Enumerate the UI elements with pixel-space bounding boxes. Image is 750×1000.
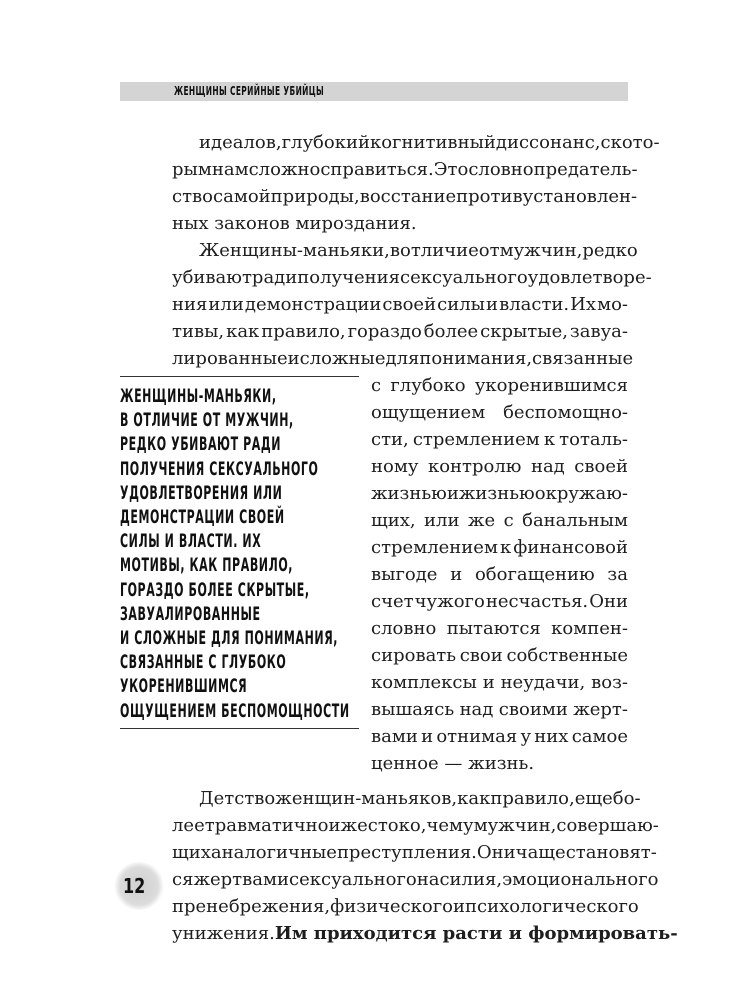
pull-quote-line: УДОВЛЕТВОРЕНИЯ ИЛИ xyxy=(120,481,283,504)
text-line: счет чужого несчастья. Они xyxy=(371,591,628,612)
pull-quote-line: СВЯЗАННЫЕ С ГЛУБОКО xyxy=(120,651,287,674)
text-line: ния или демонстрации своей силы и власти. Их мо- xyxy=(172,294,628,315)
pull-quote-line: УКОРЕНИВШИМСЯ xyxy=(120,675,248,698)
text-line: пренебрежения, физического и психологического xyxy=(172,896,639,917)
text-line: ощущением беспомощно- xyxy=(371,402,628,423)
pull-quote-bottom-rule xyxy=(120,728,359,729)
text-line: убивают ради получения сексуального удовлетворе- xyxy=(172,267,652,288)
pull-quote-line: ГОРАЗДО БОЛЕЕ СКРЫТЫЕ, xyxy=(120,578,310,601)
text-line: идеалов, глубокий когнитивный диссонанс, с кото- xyxy=(199,132,660,153)
text-line: ценное — жизнь. xyxy=(371,753,535,774)
page-number-badge xyxy=(114,862,164,910)
pull-quote-line: ЖЕНЩИНЫ-МАНЬЯКИ, xyxy=(120,385,277,407)
pull-quote-line: И СЛОЖНЫЕ ДЛЯ ПОНИМАНИЯ, xyxy=(120,627,339,649)
text-line: стремлением к финансовой xyxy=(371,537,628,558)
text-line: Женщины-маньяки, в отличие от мужчин, редко xyxy=(199,240,638,261)
running-title: ЖЕНЩИНЫ СЕРИЙНЫЕ УБИЙЦЫ xyxy=(174,84,325,98)
text-line: щих аналогичные преступления. Они чаще становят- xyxy=(172,842,657,863)
pull-quote-line: МОТИВЫ, КАК ПРАВИЛО, xyxy=(120,554,294,577)
text-line: вышаясь над своими жерт- xyxy=(371,699,628,720)
text-bold: Им приходится расти и формировать- xyxy=(274,923,678,944)
text-line: комплексы и неудачи, воз- xyxy=(371,672,628,693)
text-line: жизнью и жизнью окружаю- xyxy=(371,483,628,504)
text-regular: унижения. xyxy=(172,923,275,944)
text-line: рым нам сложно справиться. Это словно предатель- xyxy=(172,159,638,180)
text-line: словно пытаются компен- xyxy=(371,618,628,639)
text-line: ных законов мироздания. xyxy=(172,213,417,234)
pull-quote-line: ОЩУЩЕНИЕМ БЕСПОМОЩНОСТИ xyxy=(120,699,350,722)
text-line: Детство женщин-маньяков, как правило, еще бо- xyxy=(199,788,641,809)
text-line: вами и отнимая у них самое xyxy=(371,726,628,747)
pull-quote-top-rule xyxy=(120,376,359,377)
text-line: тивы, как правило, гораздо более скрытые, завуа- xyxy=(172,321,628,342)
text-line: ся жертвами сексуального насилия, эмоционального xyxy=(172,869,659,890)
pull-quote-line: РЕДКО УБИВАЮТ РАДИ xyxy=(120,433,282,456)
pull-quote-line: СИЛЫ И ВЛАСТИ. ИХ xyxy=(120,530,262,553)
text-line: лированные и сложные для понимания, связанные xyxy=(172,348,634,369)
text-line: ному контролю над своей xyxy=(371,456,628,477)
text-line: выгоде и обогащению за xyxy=(371,564,628,585)
page-number: 12 xyxy=(123,874,146,898)
pull-quote-line: ЗАВУАЛИРОВАННЫЕ xyxy=(120,602,261,625)
pull-quote-line: ДЕМОНСТРАЦИИ СВОЕЙ xyxy=(120,506,285,528)
text-line: щих, или же с банальным xyxy=(371,510,628,531)
pull-quote-line: ПОЛУЧЕНИЯ СЕКСУАЛЬНОГО xyxy=(120,457,319,480)
text-line-bold-lead xyxy=(172,920,678,947)
text-line: с глубоко укоренившимся xyxy=(371,375,628,396)
text-line: лее травматично и жестоко, чем у мужчин, совершаю- xyxy=(172,815,659,836)
running-header xyxy=(120,82,628,101)
text-line: сти, стремлением к тоталь- xyxy=(371,429,628,450)
text-line: ство самой природы, восстание против установлен- xyxy=(172,186,638,207)
pull-quote-line: В ОТЛИЧИЕ ОТ МУЖЧИН, xyxy=(120,409,294,432)
text-line: сировать свои собственные xyxy=(371,645,628,666)
